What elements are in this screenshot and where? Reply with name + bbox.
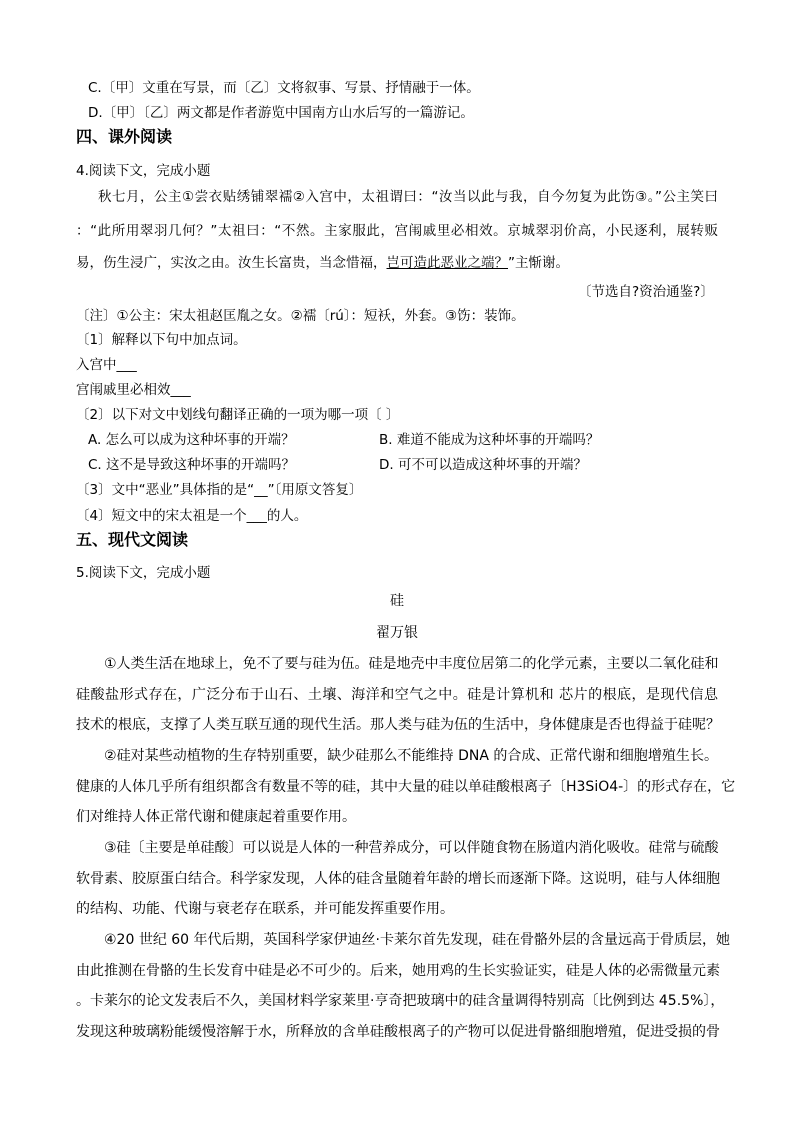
annotation-note: 〔注〕①公主：宋太祖赵匡胤之女。②襦〔rú〕：短袄，外套。③饬：装饰。: [76, 308, 525, 324]
passage-line-1: 秋七月，公主①尝衣贴绣铺翠襦②入宫中，太祖谓曰：“汝当以此与我，自今勿复为此饬③。”公主笑曰: [98, 189, 718, 205]
section-4-heading: 四、课外阅读: [76, 127, 173, 146]
sub-question-3: 〔3〕文中“恶业”具体指的是“__”〔用原文答复〕: [76, 482, 363, 498]
word-item-1: 入宫中___: [76, 357, 137, 373]
sub-question-1: 〔1〕解释以下句中加点词。: [76, 332, 247, 348]
passage-line-3: [76, 254, 569, 272]
option-d: D.〔甲〕〔乙〕两文都是作者游览中国南方山水后写的一篇游记。: [88, 105, 474, 121]
underlined-sentence: 岂可造此恶业之端？: [386, 255, 508, 271]
article-line-3: 技术的根底，支撑了人类互联互通的现代生活。那人类与硅为伍的生活中，身体健康是否也得益于硅呢？: [76, 717, 720, 733]
article-author: 翟万银: [376, 625, 418, 641]
passage-line-3-end: ”主惭谢。: [508, 255, 569, 271]
article-line-8: 软骨素、胶原蛋白结合。科学家发现，人体的硅含量随着年龄的增长而逐渐下降。这说明，硅与人体细胞: [76, 871, 720, 887]
article-line-13: 发现这种玻璃粉能缓慢溶解于水，所释放的含单硅酸根离子的产物可以促进骨骼细胞增殖，促进受损的骨: [76, 1024, 720, 1040]
choice-c: C. 这不是导致这种坏事的开端吗？: [88, 457, 296, 473]
article-line-6: 们对维持人体正常代谢和健康起着重要作用。: [76, 809, 356, 825]
article-line-11: 由此推测在骨骼的生长发育中硅是必不可少的。后来，她用鸡的生长实验证实，硅是人体的必需微量元素: [76, 963, 720, 979]
choice-a: A. 怎么可以成为这种坏事的开端？: [88, 432, 295, 448]
section-5-heading: 五、现代文阅读: [76, 530, 189, 549]
article-line-12: 。卡莱尔的论文发表后不久，美国材料学家莱里·亨奇把玻璃中的硅含量调得特别高〔比例到达 45.5%〕，: [76, 993, 725, 1009]
passage-line-2: ：“此所用翠羽几何？”太祖曰：“不然。主家服此，宫闱戚里必相效。京城翠羽价高，小民逐利，展转贩: [76, 223, 718, 239]
option-c: C.〔甲〕文重在写景，而〔乙〕文将叙事、写景、抒情融于一体。: [88, 80, 480, 96]
article-line-4: ②硅对某些动植物的生存特别重要，缺少硅那么不能维持 DNA 的合成、正常代谢和细胞增殖生长。: [104, 748, 718, 764]
sub-question-4: 〔4〕短文中的宋太祖是一个___的人。: [76, 508, 308, 524]
article-title: 硅: [390, 593, 404, 609]
word-item-2: 宫闱戚里必相效___: [76, 382, 191, 398]
source-citation: 〔节选自?资治通鉴?〕: [578, 284, 714, 300]
article-line-10: ④20 世纪 60 年代后期，英国科学家伊迪丝·卡莱尔首先发现，硅在骨骼外层的含量远高于骨质层，她: [104, 932, 730, 948]
article-line-2: 硅酸盐形式存在，广泛分布于山石、土壤、海洋和空气之中。硅是计算机和 芯片的根底，是现代信息: [76, 687, 718, 703]
article-line-7: ③硅〔主要是单硅酸〕可以说是人体的一种营养成分，可以伴随食物在肠道内消化吸收。硅常与硫酸: [104, 840, 719, 856]
sub-question-2: 〔2〕以下对文中划线句翻译正确的一项为哪一项〔 〕: [76, 407, 400, 423]
question-4-prompt: 4.阅读下文，完成小题: [76, 163, 211, 179]
passage-line-3-text: 易，伤生浸广，实汝之由。汝生长富贵，当念惜福，: [76, 255, 387, 271]
article-line-1: ①人类生活在地球上，免不了要与硅为伍。硅是地壳中丰度位居第二的化学元素，主要以二氧化硅和: [104, 656, 719, 672]
article-line-5: 健康的人体几乎所有组织都含有数量不等的硅，其中大量的硅以单硅酸根离子〔H3SiO4-〕的形式存在，它: [76, 779, 736, 795]
choice-d: D. 可不可以造成这种坏事的开端？: [379, 457, 587, 473]
article-line-9: 的结构、功能、代谢与衰老存在联系，并可能发挥重要作用。: [76, 901, 454, 917]
question-5-prompt: 5.阅读下文，完成小题: [76, 565, 211, 581]
choice-b: B. 难道不能成为这种坏事的开端吗？: [379, 432, 600, 448]
